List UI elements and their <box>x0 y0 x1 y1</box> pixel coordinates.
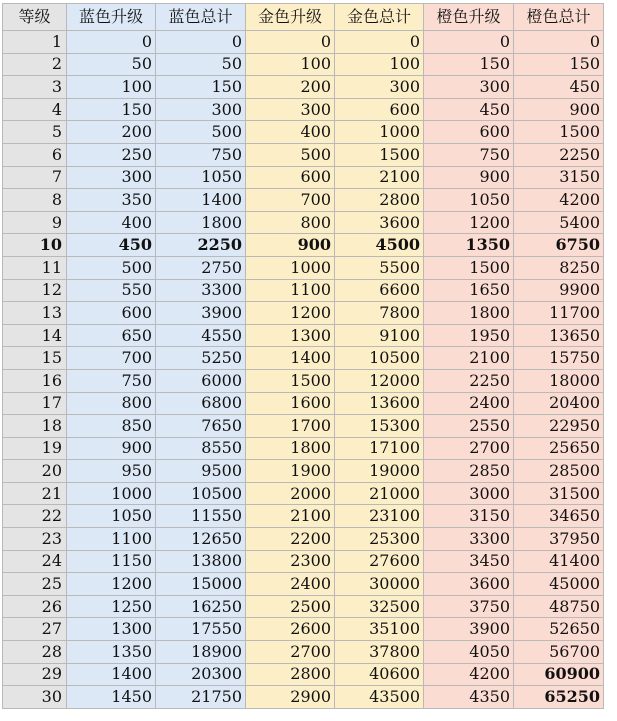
cell-orange-total[interactable]: 48750 <box>514 595 604 618</box>
cell-blue-upgrade[interactable]: 1150 <box>67 550 156 573</box>
cell-blue-total[interactable]: 3300 <box>156 279 246 302</box>
cell-level[interactable]: 3 <box>3 76 67 99</box>
cell-blue-total[interactable]: 500 <box>156 121 246 144</box>
cell-level[interactable]: 22 <box>3 505 67 528</box>
cell-level[interactable]: 2 <box>3 53 67 76</box>
cell-blue-total[interactable]: 5250 <box>156 347 246 370</box>
cell-orange-total[interactable]: 8250 <box>514 256 604 279</box>
cell-level[interactable]: 17 <box>3 392 67 415</box>
cell-blue-total[interactable]: 13800 <box>156 550 246 573</box>
cell-orange-total[interactable]: 4200 <box>514 189 604 212</box>
table-row <box>3 76 604 99</box>
cell-level[interactable]: 4 <box>3 98 67 121</box>
cell-gold-total[interactable]: 1000 <box>335 121 424 144</box>
cell-orange-total[interactable]: 31500 <box>514 482 604 505</box>
cell-gold-upgrade[interactable]: 2700 <box>246 641 335 664</box>
cell-blue-upgrade[interactable]: 450 <box>67 234 156 257</box>
cell-gold-total[interactable]: 12000 <box>335 369 424 392</box>
header-row <box>3 4 604 31</box>
cell-gold-total[interactable]: 2800 <box>335 189 424 212</box>
table-row <box>3 53 604 76</box>
header-orange-total[interactable]: 橙色总计 <box>514 4 604 31</box>
cell-blue-total[interactable]: 150 <box>156 76 246 99</box>
cell-gold-upgrade[interactable]: 1500 <box>246 369 335 392</box>
cell-gold-upgrade[interactable]: 2500 <box>246 595 335 618</box>
cell-gold-upgrade[interactable]: 600 <box>246 166 335 189</box>
cell-orange-upgrade[interactable]: 1950 <box>424 324 514 347</box>
cell-blue-total[interactable]: 750 <box>156 143 246 166</box>
cell-orange-upgrade[interactable]: 2400 <box>424 392 514 415</box>
cell-orange-upgrade[interactable]: 0 <box>424 31 514 54</box>
cell-orange-upgrade[interactable]: 3600 <box>424 573 514 596</box>
cell-blue-upgrade[interactable]: 1450 <box>67 686 156 709</box>
cell-blue-upgrade[interactable]: 1350 <box>67 641 156 664</box>
upgrade-cost-table <box>2 3 604 709</box>
cell-level[interactable]: 11 <box>3 256 67 279</box>
table-row <box>3 460 604 483</box>
cell-gold-total[interactable]: 300 <box>335 76 424 99</box>
cell-level[interactable]: 29 <box>3 663 67 686</box>
cell-gold-total[interactable]: 17100 <box>335 437 424 460</box>
cell-orange-upgrade[interactable]: 2550 <box>424 415 514 438</box>
cell-gold-upgrade[interactable]: 100 <box>246 53 335 76</box>
header-orange-upgrade[interactable]: 橙色升级 <box>424 4 514 31</box>
cell-orange-total[interactable]: 15750 <box>514 347 604 370</box>
cell-gold-upgrade[interactable]: 2600 <box>246 618 335 641</box>
cell-gold-total[interactable]: 4500 <box>335 234 424 257</box>
cell-level[interactable]: 10 <box>3 234 67 257</box>
table-row <box>3 528 604 551</box>
cell-orange-total[interactable]: 22950 <box>514 415 604 438</box>
cell-blue-upgrade[interactable]: 250 <box>67 143 156 166</box>
cell-blue-total[interactable]: 12650 <box>156 528 246 551</box>
cell-level[interactable]: 8 <box>3 189 67 212</box>
table-row <box>3 595 604 618</box>
cell-blue-upgrade[interactable]: 400 <box>67 211 156 234</box>
cell-gold-total[interactable]: 9100 <box>335 324 424 347</box>
cell-level[interactable]: 18 <box>3 415 67 438</box>
cell-orange-total[interactable]: 9900 <box>514 279 604 302</box>
table-row <box>3 256 604 279</box>
cell-orange-total[interactable]: 0 <box>514 31 604 54</box>
cell-gold-total[interactable]: 5500 <box>335 256 424 279</box>
table-row <box>3 143 604 166</box>
cell-level[interactable]: 24 <box>3 550 67 573</box>
table-row <box>3 166 604 189</box>
table-row <box>3 482 604 505</box>
cell-orange-total[interactable]: 1500 <box>514 121 604 144</box>
table-row <box>3 663 604 686</box>
table-row <box>3 505 604 528</box>
cell-blue-upgrade[interactable]: 1400 <box>67 663 156 686</box>
cell-blue-total[interactable]: 16250 <box>156 595 246 618</box>
table-row <box>3 98 604 121</box>
cell-blue-total[interactable]: 17550 <box>156 618 246 641</box>
cell-level[interactable]: 20 <box>3 460 67 483</box>
cell-blue-upgrade[interactable]: 650 <box>67 324 156 347</box>
cell-blue-total[interactable]: 1400 <box>156 189 246 212</box>
cell-blue-total[interactable]: 15000 <box>156 573 246 596</box>
cell-gold-total[interactable]: 6600 <box>335 279 424 302</box>
cell-blue-total[interactable]: 21750 <box>156 686 246 709</box>
cell-orange-total[interactable]: 28500 <box>514 460 604 483</box>
cell-blue-upgrade[interactable]: 750 <box>67 369 156 392</box>
cell-orange-upgrade[interactable]: 1050 <box>424 189 514 212</box>
table-row <box>3 392 604 415</box>
cell-gold-upgrade[interactable]: 900 <box>246 234 335 257</box>
cell-orange-upgrade[interactable]: 3000 <box>424 482 514 505</box>
header-gold-upgrade[interactable]: 金色升级 <box>246 4 335 31</box>
cell-level[interactable]: 28 <box>3 641 67 664</box>
cell-gold-total[interactable]: 13600 <box>335 392 424 415</box>
cell-orange-total[interactable]: 5400 <box>514 211 604 234</box>
header-level[interactable]: 等级 <box>3 4 67 31</box>
cell-blue-total[interactable]: 10500 <box>156 482 246 505</box>
cell-gold-upgrade[interactable]: 1600 <box>246 392 335 415</box>
cell-gold-total[interactable]: 0 <box>335 31 424 54</box>
table-row <box>3 189 604 212</box>
cell-gold-upgrade[interactable]: 2200 <box>246 528 335 551</box>
cell-orange-total[interactable]: 65250 <box>514 686 604 709</box>
cell-gold-total[interactable]: 30000 <box>335 573 424 596</box>
table-row <box>3 347 604 370</box>
cell-blue-total[interactable]: 4550 <box>156 324 246 347</box>
cell-level[interactable]: 30 <box>3 686 67 709</box>
cell-level[interactable]: 25 <box>3 573 67 596</box>
cell-orange-upgrade[interactable]: 2700 <box>424 437 514 460</box>
cell-blue-upgrade[interactable]: 900 <box>67 437 156 460</box>
cell-orange-upgrade[interactable]: 600 <box>424 121 514 144</box>
table-row <box>3 686 604 709</box>
cell-level[interactable]: 14 <box>3 324 67 347</box>
cell-blue-upgrade[interactable]: 150 <box>67 98 156 121</box>
cell-blue-upgrade[interactable]: 1100 <box>67 528 156 551</box>
cell-level[interactable]: 16 <box>3 369 67 392</box>
cell-gold-upgrade[interactable]: 500 <box>246 143 335 166</box>
cell-blue-upgrade[interactable]: 300 <box>67 166 156 189</box>
cell-orange-total[interactable]: 56700 <box>514 641 604 664</box>
cell-orange-total[interactable]: 900 <box>514 98 604 121</box>
cell-gold-upgrade[interactable]: 400 <box>246 121 335 144</box>
cell-blue-total[interactable]: 8550 <box>156 437 246 460</box>
cell-orange-total[interactable]: 6750 <box>514 234 604 257</box>
cell-gold-upgrade[interactable]: 2000 <box>246 482 335 505</box>
table-row <box>3 437 604 460</box>
cell-blue-upgrade[interactable]: 1200 <box>67 573 156 596</box>
cell-orange-upgrade[interactable]: 1200 <box>424 211 514 234</box>
table-row <box>3 550 604 573</box>
cell-blue-upgrade[interactable]: 800 <box>67 392 156 415</box>
header-blue-upgrade[interactable]: 蓝色升级 <box>67 4 156 31</box>
cell-gold-upgrade[interactable]: 1800 <box>246 437 335 460</box>
cell-gold-upgrade[interactable]: 800 <box>246 211 335 234</box>
table-row <box>3 302 604 325</box>
cell-orange-total[interactable]: 45000 <box>514 573 604 596</box>
cell-blue-total[interactable]: 6000 <box>156 369 246 392</box>
cell-gold-upgrade[interactable]: 2100 <box>246 505 335 528</box>
table-row <box>3 369 604 392</box>
cell-blue-total[interactable]: 1050 <box>156 166 246 189</box>
cell-level[interactable]: 26 <box>3 595 67 618</box>
cell-blue-upgrade[interactable]: 350 <box>67 189 156 212</box>
cell-gold-total[interactable]: 37800 <box>335 641 424 664</box>
cell-blue-upgrade[interactable]: 850 <box>67 415 156 438</box>
cell-orange-upgrade[interactable]: 4200 <box>424 663 514 686</box>
cell-gold-total[interactable]: 2100 <box>335 166 424 189</box>
table-row <box>3 573 604 596</box>
cell-gold-upgrade[interactable]: 2900 <box>246 686 335 709</box>
cell-orange-upgrade[interactable]: 3750 <box>424 595 514 618</box>
cell-orange-total[interactable]: 25650 <box>514 437 604 460</box>
cell-orange-upgrade[interactable]: 2250 <box>424 369 514 392</box>
cell-blue-upgrade[interactable]: 50 <box>67 53 156 76</box>
cell-gold-upgrade[interactable]: 0 <box>246 31 335 54</box>
cell-gold-upgrade[interactable]: 2300 <box>246 550 335 573</box>
cell-gold-upgrade[interactable]: 1400 <box>246 347 335 370</box>
cell-orange-upgrade[interactable]: 900 <box>424 166 514 189</box>
cell-orange-upgrade[interactable]: 300 <box>424 76 514 99</box>
cell-blue-upgrade[interactable]: 1050 <box>67 505 156 528</box>
cell-level[interactable]: 15 <box>3 347 67 370</box>
cell-orange-total[interactable]: 18000 <box>514 369 604 392</box>
cell-blue-total[interactable]: 1800 <box>156 211 246 234</box>
cell-level[interactable]: 12 <box>3 279 67 302</box>
cell-gold-upgrade[interactable]: 300 <box>246 98 335 121</box>
cell-gold-upgrade[interactable]: 2800 <box>246 663 335 686</box>
cell-orange-upgrade[interactable]: 3300 <box>424 528 514 551</box>
cell-orange-upgrade[interactable]: 3450 <box>424 550 514 573</box>
table-row <box>3 211 604 234</box>
cell-blue-upgrade[interactable]: 0 <box>67 31 156 54</box>
cell-level[interactable]: 5 <box>3 121 67 144</box>
cell-blue-upgrade[interactable]: 1300 <box>67 618 156 641</box>
cell-level[interactable]: 6 <box>3 143 67 166</box>
cell-gold-total[interactable]: 25300 <box>335 528 424 551</box>
cell-blue-upgrade[interactable]: 700 <box>67 347 156 370</box>
table-row <box>3 415 604 438</box>
cell-gold-total[interactable]: 23100 <box>335 505 424 528</box>
cell-orange-upgrade[interactable]: 1350 <box>424 234 514 257</box>
cell-gold-upgrade[interactable]: 1300 <box>246 324 335 347</box>
cell-level[interactable]: 21 <box>3 482 67 505</box>
cell-orange-total[interactable]: 37950 <box>514 528 604 551</box>
cell-orange-total[interactable]: 20400 <box>514 392 604 415</box>
cell-blue-total[interactable]: 2750 <box>156 256 246 279</box>
cell-gold-upgrade[interactable]: 1700 <box>246 415 335 438</box>
table-row <box>3 234 604 257</box>
cell-blue-total[interactable]: 6800 <box>156 392 246 415</box>
table-row <box>3 324 604 347</box>
cell-orange-upgrade[interactable]: 3900 <box>424 618 514 641</box>
cell-gold-total[interactable]: 19000 <box>335 460 424 483</box>
cell-blue-total[interactable]: 11550 <box>156 505 246 528</box>
cell-orange-upgrade[interactable]: 3150 <box>424 505 514 528</box>
table-row <box>3 31 604 54</box>
cell-orange-upgrade[interactable]: 2850 <box>424 460 514 483</box>
cell-gold-total[interactable]: 3600 <box>335 211 424 234</box>
cell-blue-total[interactable]: 300 <box>156 98 246 121</box>
cell-blue-total[interactable]: 2250 <box>156 234 246 257</box>
cell-blue-upgrade[interactable]: 1000 <box>67 482 156 505</box>
cell-orange-total[interactable]: 11700 <box>514 302 604 325</box>
cell-gold-total[interactable]: 7800 <box>335 302 424 325</box>
cell-orange-total[interactable]: 41400 <box>514 550 604 573</box>
cell-level[interactable]: 1 <box>3 31 67 54</box>
cell-level[interactable]: 9 <box>3 211 67 234</box>
cell-orange-upgrade[interactable]: 1650 <box>424 279 514 302</box>
table-row <box>3 618 604 641</box>
cell-blue-upgrade[interactable]: 500 <box>67 256 156 279</box>
cell-blue-upgrade[interactable]: 100 <box>67 76 156 99</box>
table-row <box>3 121 604 144</box>
cell-gold-upgrade[interactable]: 200 <box>246 76 335 99</box>
cell-gold-total[interactable]: 43500 <box>335 686 424 709</box>
cell-orange-total[interactable]: 150 <box>514 53 604 76</box>
cell-gold-total[interactable]: 32500 <box>335 595 424 618</box>
cell-blue-upgrade[interactable]: 600 <box>67 302 156 325</box>
cell-orange-upgrade[interactable]: 150 <box>424 53 514 76</box>
cell-gold-upgrade[interactable]: 1900 <box>246 460 335 483</box>
cell-gold-total[interactable]: 100 <box>335 53 424 76</box>
cell-gold-upgrade[interactable]: 1100 <box>246 279 335 302</box>
cell-orange-total[interactable]: 2250 <box>514 143 604 166</box>
cell-gold-total[interactable]: 40600 <box>335 663 424 686</box>
cell-orange-total[interactable]: 34650 <box>514 505 604 528</box>
cell-orange-upgrade[interactable]: 4050 <box>424 641 514 664</box>
header-gold-total[interactable]: 金色总计 <box>335 4 424 31</box>
cell-blue-upgrade[interactable]: 550 <box>67 279 156 302</box>
cell-blue-total[interactable]: 3900 <box>156 302 246 325</box>
cell-orange-upgrade[interactable]: 750 <box>424 143 514 166</box>
cell-orange-total[interactable]: 450 <box>514 76 604 99</box>
table-row <box>3 279 604 302</box>
cell-gold-total[interactable]: 27600 <box>335 550 424 573</box>
cell-gold-total[interactable]: 600 <box>335 98 424 121</box>
cell-gold-upgrade[interactable]: 2400 <box>246 573 335 596</box>
cell-blue-total[interactable]: 20300 <box>156 663 246 686</box>
cell-orange-upgrade[interactable]: 4350 <box>424 686 514 709</box>
cell-level[interactable]: 7 <box>3 166 67 189</box>
cell-gold-total[interactable]: 21000 <box>335 482 424 505</box>
cell-blue-total[interactable]: 50 <box>156 53 246 76</box>
table-body <box>3 31 604 709</box>
cell-gold-total[interactable]: 15300 <box>335 415 424 438</box>
cell-orange-total[interactable]: 60900 <box>514 663 604 686</box>
cell-orange-upgrade[interactable]: 2100 <box>424 347 514 370</box>
cell-level[interactable]: 13 <box>3 302 67 325</box>
cell-orange-total[interactable]: 3150 <box>514 166 604 189</box>
header-blue-total[interactable]: 蓝色总计 <box>156 4 246 31</box>
cell-level[interactable]: 23 <box>3 528 67 551</box>
cell-blue-total[interactable]: 0 <box>156 31 246 54</box>
table-row <box>3 641 604 664</box>
cell-blue-upgrade[interactable]: 950 <box>67 460 156 483</box>
cell-gold-upgrade[interactable]: 700 <box>246 189 335 212</box>
cell-gold-upgrade[interactable]: 1200 <box>246 302 335 325</box>
cell-blue-total[interactable]: 7650 <box>156 415 246 438</box>
cell-gold-upgrade[interactable]: 1000 <box>246 256 335 279</box>
cell-gold-total[interactable]: 35100 <box>335 618 424 641</box>
cell-orange-total[interactable]: 52650 <box>514 618 604 641</box>
cell-orange-upgrade[interactable]: 1800 <box>424 302 514 325</box>
cell-blue-total[interactable]: 18900 <box>156 641 246 664</box>
cell-blue-upgrade[interactable]: 1250 <box>67 595 156 618</box>
cell-gold-total[interactable]: 1500 <box>335 143 424 166</box>
cell-level[interactable]: 19 <box>3 437 67 460</box>
cell-level[interactable]: 27 <box>3 618 67 641</box>
cell-orange-total[interactable]: 13650 <box>514 324 604 347</box>
cell-blue-upgrade[interactable]: 200 <box>67 121 156 144</box>
cell-blue-total[interactable]: 9500 <box>156 460 246 483</box>
cell-orange-upgrade[interactable]: 1500 <box>424 256 514 279</box>
cell-gold-total[interactable]: 10500 <box>335 347 424 370</box>
cell-orange-upgrade[interactable]: 450 <box>424 98 514 121</box>
